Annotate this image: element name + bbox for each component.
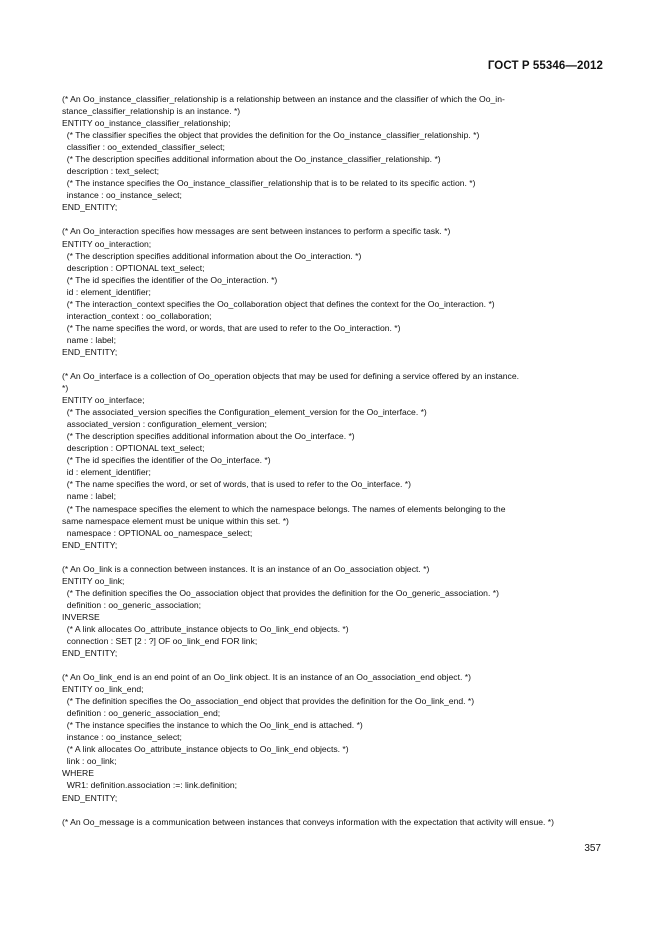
text-line: END_ENTITY; [62,539,118,550]
text-line: (* An Oo_interface is a collection of Oo_operation objects that may be used for defining a service offered by an instance. [62,370,520,381]
text-line: ENTITY oo_interface; [62,395,145,406]
block-spacer [62,358,602,370]
text-line: (* The description specifies additional information about the Oo_interface. *) [62,431,355,442]
text-line: INVERSE [62,611,100,622]
text-line: (* The id specifies the identifier of the Oo_interface. *) [62,455,271,466]
text-line: ENTITY oo_interaction; [62,238,152,249]
text-line: (* An Oo_link is a connection between instances. It is an instance of an Oo_association object. *) [62,563,430,574]
text-line: same namespace element must be unique within this set. *) [62,515,289,526]
text-line: (* An Oo_instance_classifier_relationship is a relationship between an instance and the classifier of which the Oo_in- [62,94,505,104]
text-line: description : OPTIONAL text_select; [62,262,205,273]
text-line: END_ENTITY; [62,202,118,213]
text-line: description : text_select; [62,166,159,177]
block-spacer [62,659,602,671]
express-block [62,671,602,804]
text-line: END_ENTITY; [62,792,118,803]
text-line: (* The namespace specifies the element to which the namespace belongs. The names of elements belonging to the [62,503,506,514]
text-line: (* An Oo_interaction specifies how messages are sent between instances to perform a specific task. *) [62,226,451,237]
text-line: (* The interaction_context specifies the Oo_collaboration object that defines the context for the Oo_interaction. *) [62,298,495,309]
express-block [62,816,602,828]
text-line: ENTITY oo_link; [62,575,125,586]
express-block [62,93,602,213]
block-spacer [62,551,602,563]
text-line: *) [62,383,69,394]
text-line: connection : SET [2 : ?] OF oo_link_end FOR link; [62,635,258,646]
text-line: END_ENTITY; [62,648,118,659]
text-line: (* The instance specifies the instance to which the Oo_link_end is attached. *) [62,720,363,731]
text-line: stance_classifier_relationship is an instance. *) [62,106,241,117]
express-block [62,370,602,551]
text-line: (* The description specifies additional information about the Oo_instance_classifier_relationship. *) [62,154,441,165]
text-line: classifier : oo_extended_classifier_select; [62,142,225,153]
text-line: (* A link allocates Oo_attribute_instance objects to Oo_link_end objects. *) [62,623,349,634]
text-line: WR1: definition.association :=: link.definition; [62,780,238,791]
text-line: description : OPTIONAL text_select; [62,443,205,454]
document-body [62,93,602,828]
text-line: (* The classifier specifies the object that provides the definition for the Oo_instance_classifier_relationship. *) [62,130,480,141]
text-line: (* The instance specifies the Oo_instance_classifier_relationship that is to be related to its specific action. *) [62,178,476,189]
text-line: definition : oo_generic_association; [62,599,202,610]
block-spacer [62,804,602,816]
block-spacer [62,213,602,225]
text-line: (* The id specifies the identifier of the Oo_interaction. *) [62,274,278,285]
text-line: (* An Oo_link_end is an end point of an Oo_link object. It is an instance of an Oo_association_end object. *) [62,672,471,683]
text-line: interaction_context : oo_collaboration; [62,310,212,321]
text-line: name : label; [62,491,116,502]
express-block [62,225,602,358]
text-line: (* The description specifies additional information about the Oo_interaction. *) [62,250,362,261]
page-number: 357 [584,843,601,854]
text-line: (* The associated_version specifies the Configuration_element_version for the Oo_interface. *) [62,407,427,418]
text-line: (* The definition specifies the Oo_association object that provides the definition for the Oo_generic_association. *) [62,587,499,598]
text-line: WHERE [62,768,94,779]
text-line: instance : oo_instance_select; [62,732,182,743]
text-line: namespace : OPTIONAL oo_namespace_select; [62,527,253,538]
text-line: id : element_identifier; [62,467,151,478]
express-block [62,563,602,659]
text-line: link : oo_link; [62,756,117,767]
page-header: ГОСТ Р 55346—2012 [487,60,603,72]
text-line: instance : oo_instance_select; [62,190,182,201]
text-line: definition : oo_generic_association_end; [62,708,221,719]
text-line: id : element_identifier; [62,286,151,297]
text-line: (* An Oo_message is a communication between instances that conveys information with the expectation that activity will ensue. *) [62,816,555,827]
text-line: associated_version : configuration_element_version; [62,419,267,430]
text-line: END_ENTITY; [62,346,118,357]
text-line: (* The definition specifies the Oo_association_end object that provides the definition for the Oo_link_end. *) [62,696,475,707]
text-line: name : label; [62,334,116,345]
text-line: (* The name specifies the word, or set of words, that is used to refer to the Oo_interface. *) [62,479,412,490]
text-line: (* The name specifies the word, or words, that are used to refer to the Oo_interaction. *) [62,322,401,333]
text-line: ENTITY oo_instance_classifier_relationship; [62,118,231,129]
text-line: (* A link allocates Oo_attribute_instance objects to Oo_link_end objects. *) [62,744,349,755]
text-line: ENTITY oo_link_end; [62,684,144,695]
